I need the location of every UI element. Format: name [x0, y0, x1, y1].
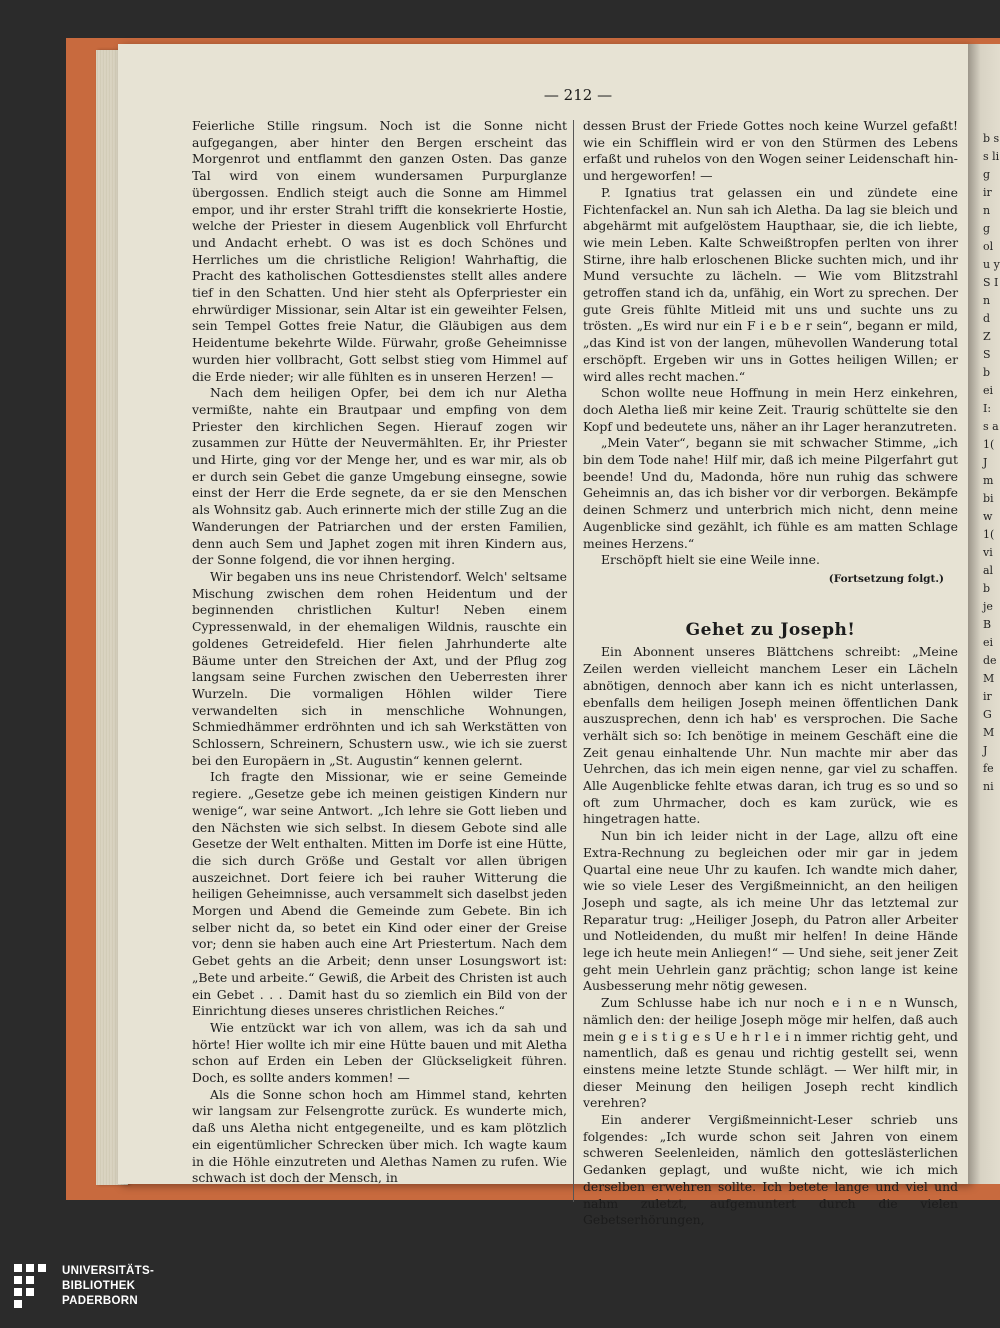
paragraph: Schon wollte neue Hoffnung in mein Herz einkehren, doch Aletha ließ mir keine Zeit. Traurig schüttelte sie den Kopf und bedeutete uns, näher an ihr Lager heranzutreten.: [583, 385, 958, 434]
paragraph: Wir begaben uns ins neue Christendorf. Welch' seltsame Mischung zwischen dem rohen Heidentum und der beginnenden christlichen Kultur! Neben einem Cypressenwald, in der ehemaligen Wildnis, rauschte ein goldenes Getreidefeld. Hier fielen Jahrhunderte alte Bäume unter den Streichen der Axt, und der Pflug zog langsam seine Furchen zwischen den Ueberresten ihrer Wurzeln. Die vormaligen Höhlen wilder Tiere verwandelten sich in menschliche Wohnungen, Schmiedhämmer erdröhnten und ich sah Werkstätten von Schlossern, Schreinern, Schustern usw., wie ich sie zuerst bei den Europäern in „St. Augustin“ kennen gelernt.: [192, 568, 567, 768]
paragraph: Wie entzückt war ich von allem, was ich da sah und hörte! Hier wollte ich mir eine Hütte bauen und mit Aletha schon auf Erden ein Leben der Glückseligkeit führen. Doch, es sollte anders kommen! —: [192, 1019, 567, 1086]
library-name-line: UNIVERSITÄTS-: [62, 1265, 155, 1277]
paragraph: „Mein Vater“, begann sie mit schwacher Stimme, „ich bin dem Tode nahe! Hilf mir, daß ich meine Pilgerfahrt gut beende! Und du, Madonda, höre nun ruhig das schwere Geheimnis an, das ich bisher vor dir verborgen. Bekämpfe deinen Schmerz und unterbrich mich nicht, denn meine Augenblicke sind gezählt, ich fühle es am matten Schlage meines Herzens.“: [583, 435, 958, 551]
paragraph: Feierliche Stille ringsum. Noch ist die Sonne nicht aufgegangen, aber hinter den Bergen erscheint das Morgenrot und entflammt den ganzen Osten. Das ganze Tal wird von einem wundersamen Purpurglanze übergossen. Endlich steigt auch die Sonne am Himmel empor, und ihr erster Strahl trifft die konsekrierte Hostie, welche der Priester in diesem Augenblick voll Ehrfurcht und Andacht erhebt. O was ist es doch Schönes und Herrliches um die christliche Religion! Wahrhaftig, die Pracht des katholischen Gottesdienstes stellt alles andere tief in den Schatten. Und hier steht als Opferpriester ein ehrwürdiger Missionar, sein Altar ist ein geweihter Felsen, sein Tempel Gottes freie Natur, die Gläubigen aus dem Heidentume bekehrte Wilde. Fürwahr, große Geheimnisse wurden hier vollbracht, Gott selbst stieg vom Himmel auf die Erde nieder; wir alle fühlten es in unseren Herzen! —: [192, 118, 567, 384]
continued-note: (Fortsetzung folgt.): [828, 572, 944, 585]
paragraph: Ein anderer Vergißmeinnicht-Leser schrieb uns folgendes: „Ich wurde schon seit Jahren von einem schweren Seelenleiden, nämlich den gotteslästerlichen Gedanken geplagt, und wußte nicht, wie ich mich derselben erwehren sollte. Ich betete lange und viel und nahm zuletzt, aufgemuntert durch die vielen Gebetserhörungen,: [583, 1112, 958, 1228]
paragraph: Als die Sonne schon hoch am Himmel stand, kehrten wir langsam zur Felsengrotte zurück. Es wunderte mich, daß uns Aletha nicht entgegeneilte, und es kam plötzlich ein eigentümlicher Schrecken über mich. Ich wagte kaum in die Höhle einzutreten und Alethas Namen zu rufen. Wie schwach ist doch der Mensch, in: [192, 1086, 567, 1186]
library-logo: [0, 1258, 230, 1318]
library-emblem-icon: [12, 1260, 52, 1312]
paragraph: Erschöpft hielt sie eine Weile inne.: [601, 552, 820, 568]
paragraph: dessen Brust der Friede Gottes noch keine Wurzel gefaßt! wie ein Schifflein wird er von den Stürmen des Lebens erfaßt und ruhelos von den Wogen seiner Leidenschaft hin- und hergeworfen! —: [583, 118, 958, 184]
paragraph: Zum Schlusse habe ich nur noch e i n e n Wunsch, nämlich den: der heilige Joseph möge mir helfen, daß auch mein g e i s t i g e s U e h r l e i n immer richtig geht, und namentlich, daß es genau und richtig gestellt sei, wenn einstens meine letzte Stunde schlägt. — Wer hilft mir, in dieser Meinung den heiligen Joseph recht kindlich verehren?: [583, 995, 958, 1111]
paragraph: Ich fragte den Missionar, wie er seine Gemeinde regiere. „Gesetze gebe ich meinen geistigen Kindern nur wenige“, war seine Antwort. „Ich lehre sie Gott lieben und den Nächsten wie sich selbst. In diesem Gebote sind alle Gesetze der Welt enthalten. Mitten im Dorfe ist eine Hütte, die sich durch Größe und Gestalt vor allen übrigen auszeichnet. Dort feiere ich bei rauher Witterung die heiligen Geheimnisse, auch versammelt sich daselbst jeden Morgen und Abend die Gemeinde zum Gebete. Bin ich selber nicht da, so betet ein Kind oder einer der Greise vor; denn sie haben auch eine Art Priestertum. Nach dem Gebet gehts an die Arbeit; denn unser Losungswort ist: „Bete und arbeite.“ Gewiß, die Arbeit des Christen ist auch ein Gebet . . . Damit hast du so ziemlich ein Bild von der Einrichtung dieses unseres christlichen Reiches.“: [192, 769, 567, 1019]
page-number: — 212 —: [543, 86, 613, 104]
article-title: Gehet zu Joseph!: [685, 619, 856, 640]
left-column: [192, 118, 567, 1186]
library-name-line: PADERBORN: [62, 1295, 138, 1307]
right-column: [583, 118, 958, 1228]
paragraph: Ein Abonnent unseres Blättchens schreibt: „Meine Zeilen werden vielleicht manchem Leser ein Lächeln abnötigen, dennoch aber kann ich es nicht unterlassen, ebenfalls dem heiligen Joseph meinen öffentlichen Dank auszusprechen, denn ich hab' es versprochen. Die Sache verhält sich so: Ich benötige in meinem Geschäft eine die Zeit genau einhaltende Uhr. Nun machte mir aber das Uehrchen, das ich mein eigen nenne, gar viel zu schaffen. Alle Augenblicke fehlte etwas daran, ich trug es so und so oft zum Uhrmacher, doch es kam zurück, wie es hingetragen hatte.: [583, 644, 958, 827]
library-name: [62, 1264, 154, 1309]
library-name-line: BIBLIOTHEK: [62, 1280, 136, 1292]
paragraph: Nach dem heiligen Opfer, bei dem ich nur Aletha vermißte, nahte ein Brautpaar und empfing von dem Priester den kirchlichen Segen. Hierauf zogen wir zusammen zur Hütte der Neuvermählten. Er, ihr Priester und Hirte, ging vor der Menge her, und es war mir, als ob er durch sein Gebet die ganze Umgebung einsegne, sowie einst der Herr die Erde segnete, da er sie den Menschen als Wohnsitz gab. Auch erinnerte mich der stille Zug an die Wanderungen der Patriarchen und der ersten Familien, denn auch Sem und Japhet zogen mit ihren Kindern aus, der Sonne folgend, die vor ihnen herging.: [192, 385, 567, 568]
column-divider: [573, 120, 574, 1202]
paragraph: P. Ignatius trat gelassen ein und zündete eine Fichtenfackel an. Nun sah ich Aletha. Da lag sie bleich und abgehärmt mit aufgelöstem Haupthaar, sie, die ich liebte, wie mein Leben. Kalte Schweißtropfen perlten von ihrer Stirne, ihre halb erloschenen Blicke suchten mich, und ihr Mund versuchte zu lächeln. — Wie vom Blitzstrahl getroffen stand ich da, unfähig, ein Wort zu sprechen. Der gute Greis fühlte Mitleid mit uns und suchte uns zu trösten. „Es wird nur ein F i e b e r sein“, begann er mild, „das Kind ist von der langen, mühevollen Wanderung total erschöpft. Ergeben wir uns in Gottes heiligen Willen; er wird alles recht machen.“: [583, 184, 958, 384]
next-page-fragments: b s s li g ir n g ol u y S I n d Z S b ei I: s a 1( J m bi w 1( vi al b je B ei de M ir G M J fe ni: [983, 132, 1000, 793]
paragraph: Nun bin ich leider nicht in der Lage, allzu oft eine Extra-Rechnung zu begleichen oder mir gar in jedem Quartal eine neue Uhr zu kaufen. Ich wandte mich daher, wie so viele Leser des Vergißmeinnicht, an den heiligen Joseph und sagte, als ich meine Uhr das letztemal zur Reparatur trug: „Heiliger Joseph, du Patron aller Arbeiter und Notleidenden, du mußt mir helfen! In deine Hände lege ich heute mein Anliegen!“ — Und siehe, seit jener Zeit geht mein Uehrlein ganz prächtig; schon lange ist keine Ausbesserung mehr nötig gewesen.: [583, 828, 958, 994]
